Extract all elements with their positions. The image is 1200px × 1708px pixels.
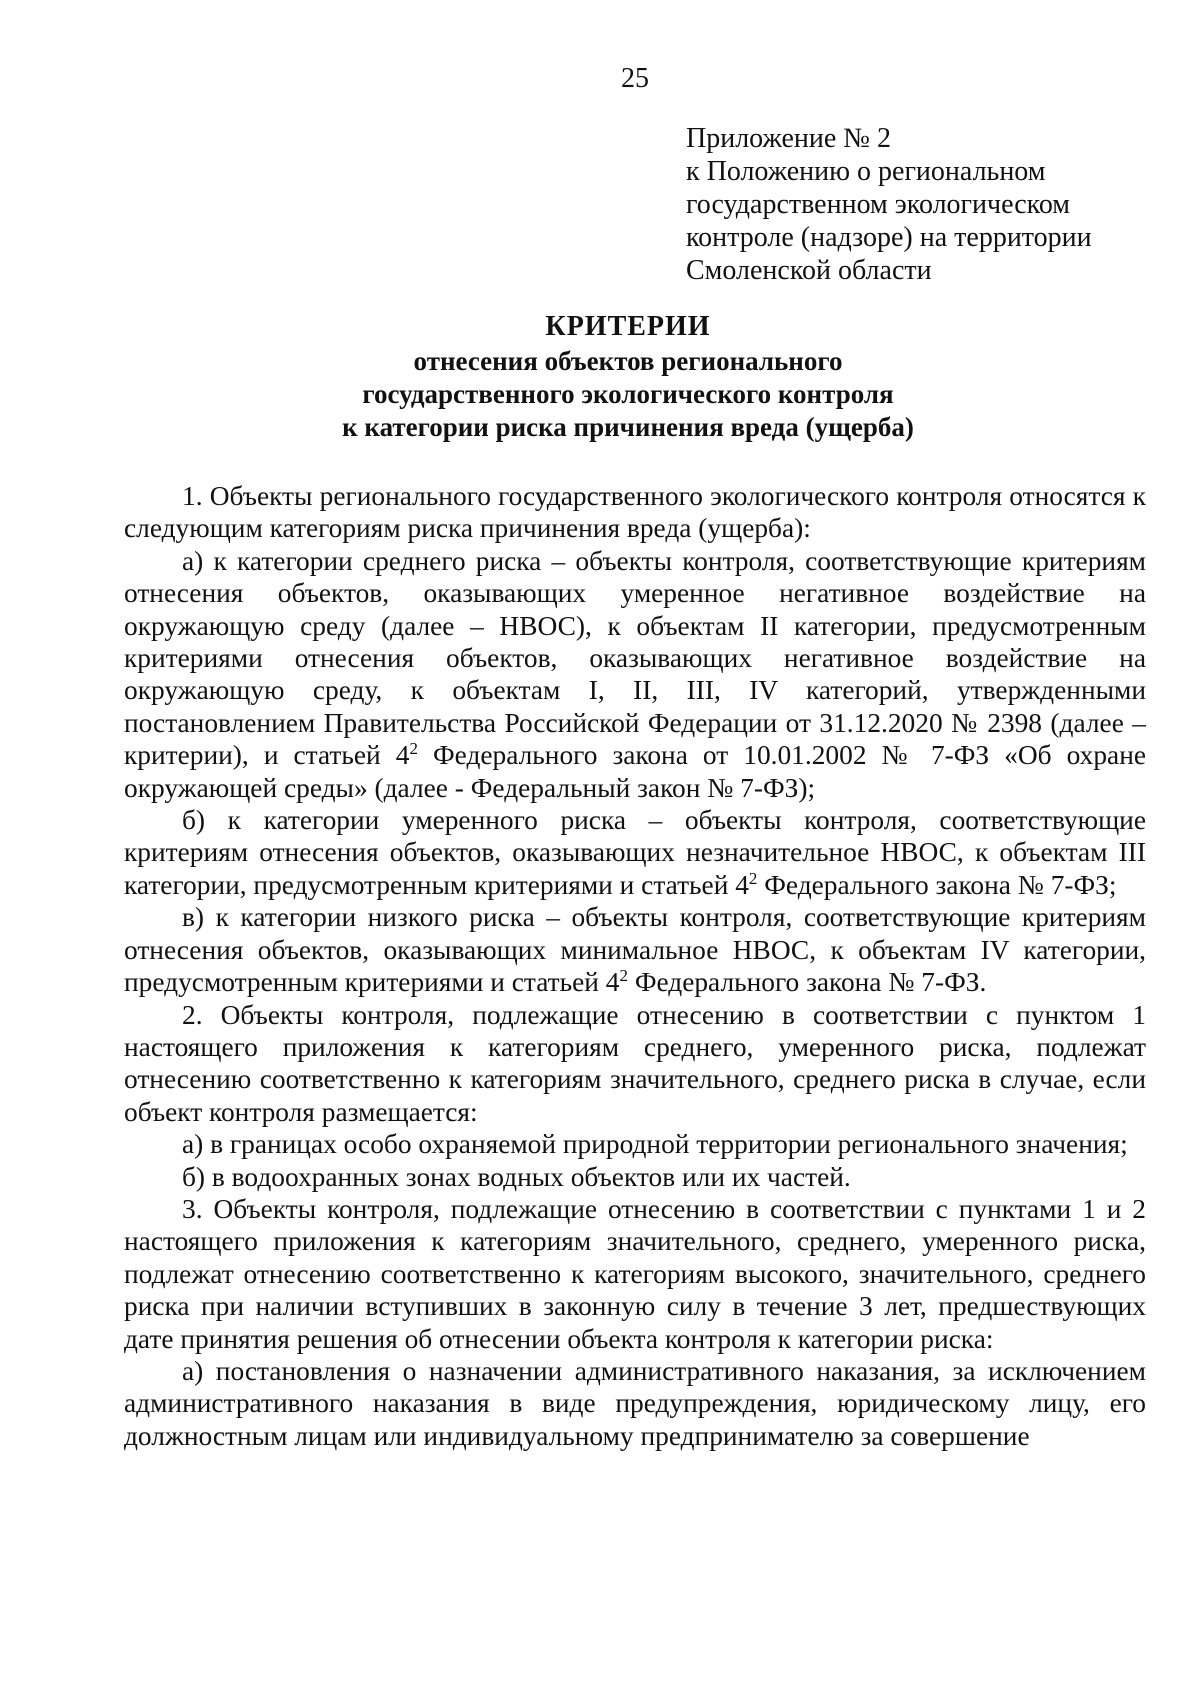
- appendix-line: государственном экологическом: [686, 189, 1071, 220]
- paragraph-1a-text-end: Федерального закона от 10.01.2002 № 7-ФЗ «Об охране окружающей среды» (далее - Федеральный закон № 7-ФЗ);: [124, 740, 1147, 803]
- document-title: [0, 310, 1200, 444]
- superscript: 2: [748, 868, 758, 888]
- paragraph-3a: а) постановления о назначении административного наказания, за исключением административного наказания в виде предупреждения, юридическому лицу, его должностным лицам или индивидуальному предпринимателю за совершение: [124, 1355, 1146, 1451]
- paragraph-3: 3. Объекты контроля, подлежащие отнесению в соответствии с пунктами 1 и 2 настоящего приложения к категориям значительного, среднего, умеренного риска, подлежат отнесению соответственно к категориям высокого, значительного, среднего риска при наличии вступивших в законную силу в течение 3 лет, предшествующих дате принятия решения об отнесении объекта контроля к категории риска:: [124, 1193, 1146, 1354]
- appendix-line: к Положению о региональном: [686, 156, 1046, 187]
- title-line: к категории риска причинения вреда (ущерба): [342, 412, 914, 442]
- paragraph-1b-text: б) к категории умеренного риска – объекты контроля, соответствующие критериям отнесения объектов, оказывающих незначительное НВОС, к объектам III категории, предусмотренным критериями и статьей 4: [124, 805, 1146, 900]
- paragraph-1b-text-end: Федерального закона № 7-ФЗ;: [757, 869, 1117, 900]
- superscript: 2: [619, 965, 628, 985]
- page-number: 25: [621, 63, 649, 94]
- appendix-header: [686, 122, 1166, 287]
- appendix-line: Приложение № 2: [686, 123, 891, 154]
- paragraph-1a-text: а) к категории среднего риска – объекты контроля, соответствующие критериям отнесения объектов, оказывающих умеренное негативное воздействие на окружающую среду (далее – НВОС), к объектам II категории, предусмотренным критериями отнесения объектов, оказывающих негативное воздействие на окружающую среду, к объектам I, II, III, IV категорий, утвержденными постановлением Правительства Российской Федерации от 31.12.2020 № 2398 (далее – критерии), и статьей 4: [124, 545, 1146, 771]
- appendix-line: контроле (надзоре) на территории: [686, 222, 1092, 253]
- paragraph-1c-text-end: Федерального закона № 7-ФЗ.: [627, 967, 987, 998]
- paragraph-2b: б) в водоохранных зонах водных объектов или их частей.: [182, 1161, 851, 1192]
- paragraph-1a: [124, 545, 1146, 804]
- paragraph-1b: [124, 804, 1146, 901]
- appendix-line: Смоленской области: [686, 255, 932, 286]
- title-line: государственного экологического контроля: [362, 379, 894, 409]
- paragraph-1c-text: в) к категории низкого риска – объекты контроля, соответствующие критериям отнесения объектов, оказывающих минимальное НВОС, к объектам IV категории, предусмотренным критериями и статьей 4: [124, 902, 1146, 998]
- superscript: 2: [409, 739, 418, 759]
- title-line: отнесения объектов регионального: [413, 346, 843, 376]
- paragraph-1c: [124, 901, 1146, 998]
- document-body: [124, 480, 1146, 1452]
- paragraph-1: 1. Объекты регионального государственного экологического контроля относятся к следующим категориям риска причинения вреда (ущерба):: [124, 481, 1146, 544]
- title-main: КРИТЕРИИ: [545, 311, 711, 342]
- paragraph-2: 2. Объекты контроля, подлежащие отнесению в соответствии с пунктом 1 настоящего приложения к категориям среднего, умеренного риска, подлежат отнесению соответственно к категориям значительного, среднего риска в случае, если объект контроля размещается:: [124, 999, 1146, 1127]
- paragraph-2a: а) в границах особо охраняемой природной территории регионального значения;: [182, 1129, 1128, 1160]
